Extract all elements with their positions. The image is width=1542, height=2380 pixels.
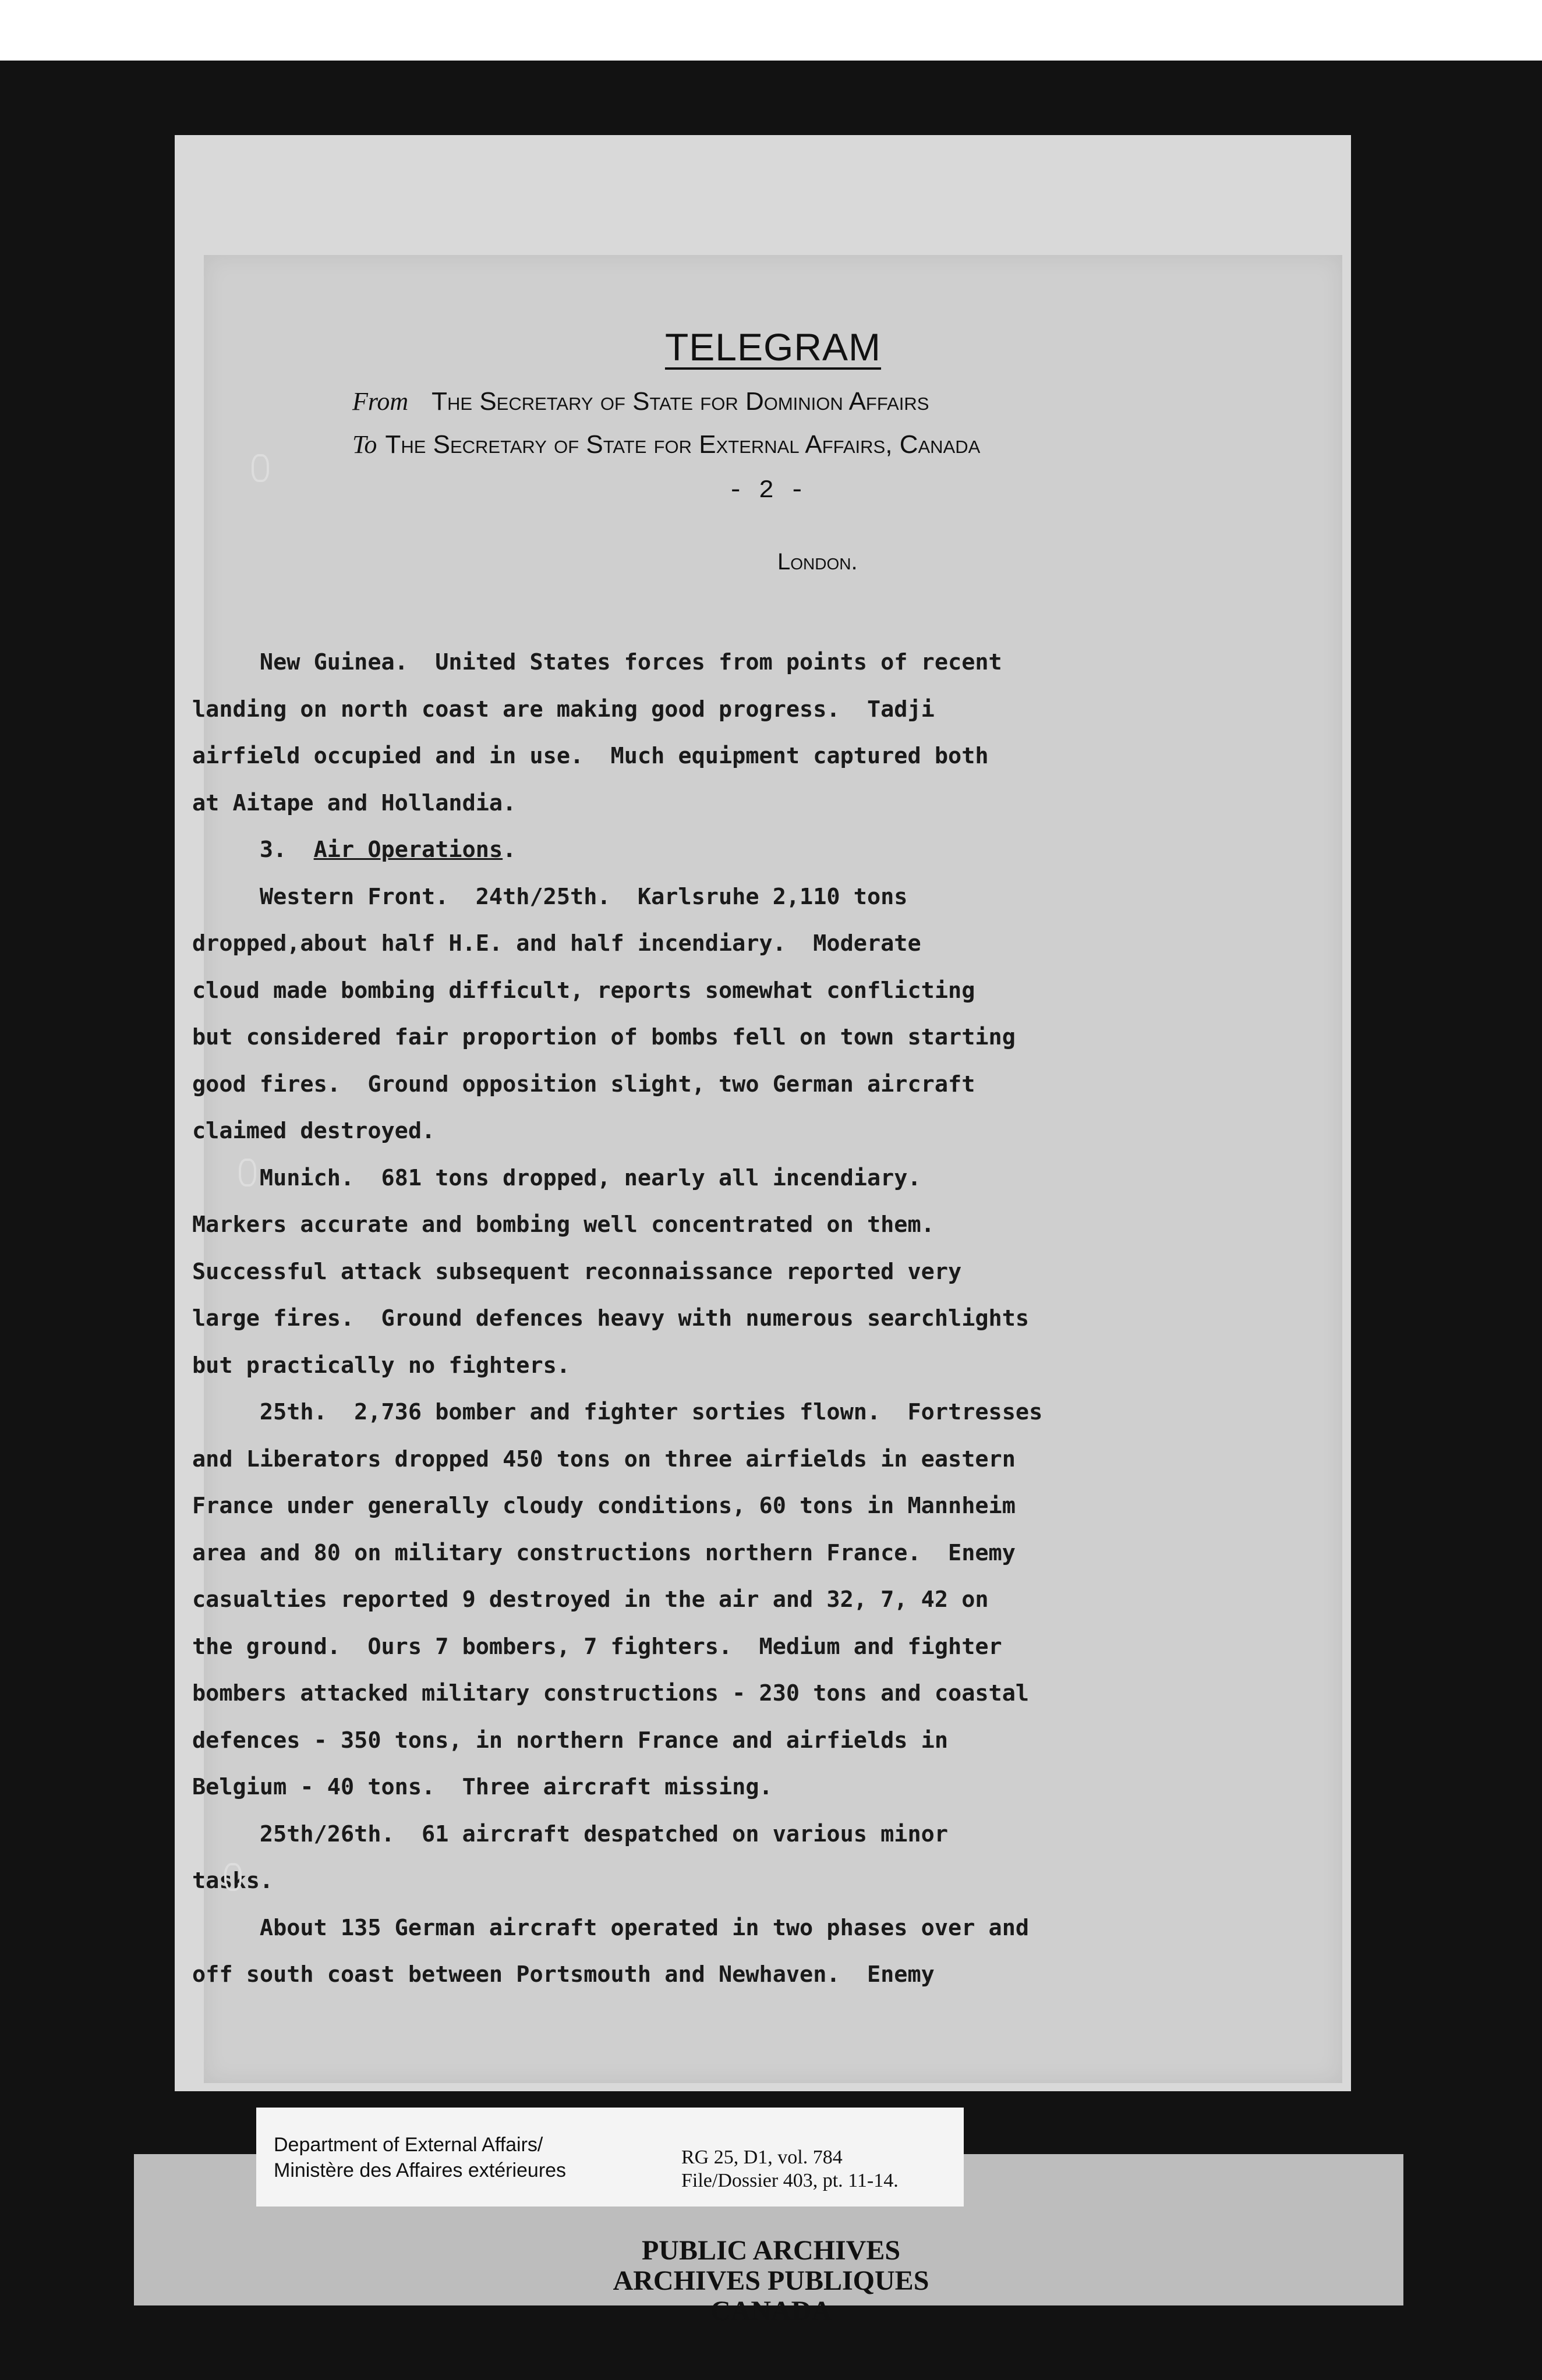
stamp-line: CANADA bbox=[710, 2296, 832, 2326]
to-value: The Secretary of State for External Affairs, Canada bbox=[385, 430, 981, 459]
page-number: - 2 - bbox=[728, 476, 805, 505]
body-line-heading bbox=[192, 827, 1170, 874]
body-line: large fires. Ground defences heavy with numerous searchlights bbox=[192, 1305, 1030, 1331]
section-heading: Air Operations bbox=[313, 837, 503, 863]
archives-stamp bbox=[0, 2236, 1542, 2326]
body-line: Munich. 681 tons dropped, nearly all incendiary. bbox=[192, 1164, 921, 1191]
body-line: casualties reported 9 destroyed in the air and 32, 7, 42 on bbox=[192, 1586, 989, 1613]
body-line: good fires. Ground opposition slight, two German aircraft bbox=[192, 1071, 975, 1097]
body-line: tasks. bbox=[192, 1868, 274, 1894]
body-line: Successful attack subsequent reconnaissance reported very bbox=[192, 1258, 962, 1285]
archive-reference-label bbox=[256, 2108, 964, 2207]
body-line: but practically no fighters. bbox=[192, 1352, 571, 1379]
from-value: The Secretary of State for Dominion Affairs bbox=[432, 387, 929, 416]
stamp-line: ARCHIVES PUBLIQUES bbox=[613, 2265, 929, 2296]
body-line: off south coast between Portsmouth and Newhaven. Enemy bbox=[192, 1961, 935, 1988]
department-text: Department of External Affairs/ Ministère des Affaires extérieures bbox=[274, 2134, 567, 2181]
from-line bbox=[352, 387, 929, 416]
to-label: To bbox=[352, 430, 377, 459]
body-line: claimed destroyed. bbox=[192, 1118, 436, 1144]
telegram-body bbox=[192, 639, 1170, 1999]
to-line bbox=[352, 430, 980, 459]
body-line: the ground. Ours 7 bombers, 7 fighters. Medium and fighter bbox=[192, 1633, 1002, 1660]
from-label: From bbox=[352, 387, 409, 416]
body-line: New Guinea. United States forces from points of recent bbox=[192, 649, 1002, 675]
place-line: London. bbox=[777, 549, 858, 575]
body-line: defences - 350 tons, in northern France and airfields in bbox=[192, 1727, 949, 1754]
punch-hole bbox=[252, 454, 269, 482]
body-line: at Aitape and Hollandia. bbox=[192, 789, 517, 816]
body-line: and Liberators dropped 450 tons on three airfields in eastern bbox=[192, 1446, 1016, 1472]
body-line: Markers accurate and bombing well concentrated on them. bbox=[192, 1212, 935, 1238]
body-line: dropped,about half H.E. and half incendiary. Moderate bbox=[192, 930, 921, 957]
body-line: airfield occupied and in use. Much equipment captured both bbox=[192, 743, 989, 769]
body-line: Western Front. 24th/25th. Karlsruhe 2,110 tons bbox=[192, 883, 908, 910]
body-line: cloud made bombing difficult, reports somewhat conflicting bbox=[192, 977, 975, 1004]
punch-hole bbox=[239, 1159, 256, 1187]
heading-period: . bbox=[503, 837, 517, 863]
section-number: 3. bbox=[192, 837, 314, 863]
body-line: 25th. 2,736 bomber and fighter sorties flown. Fortresses bbox=[192, 1399, 1043, 1425]
reference-text: RG 25, D1, vol. 784 File/Dossier 403, pt. 11-14. bbox=[681, 2147, 899, 2191]
body-line: 25th/26th. 61 aircraft despatched on various minor bbox=[192, 1821, 949, 1847]
document-title: TELEGRAM bbox=[664, 325, 882, 369]
body-line: About 135 German aircraft operated in two phases over and bbox=[192, 1914, 1030, 1941]
telegram-page bbox=[192, 255, 1342, 2083]
body-line: France under generally cloudy conditions, 60 tons in Mannheim bbox=[192, 1493, 1016, 1519]
stamp-line: PUBLIC ARCHIVES bbox=[641, 2235, 901, 2266]
body-line: Belgium - 40 tons. Three aircraft missing. bbox=[192, 1774, 773, 1800]
body-line: area and 80 on military constructions northern France. Enemy bbox=[192, 1539, 1016, 1566]
body-line: but considered fair proportion of bombs fell on town starting bbox=[192, 1024, 1016, 1050]
punch-hole bbox=[224, 1863, 242, 1891]
body-line: bombers attacked military constructions - 230 tons and coastal bbox=[192, 1680, 1030, 1706]
body-line: landing on north coast are making good progress. Tadji bbox=[192, 696, 935, 722]
